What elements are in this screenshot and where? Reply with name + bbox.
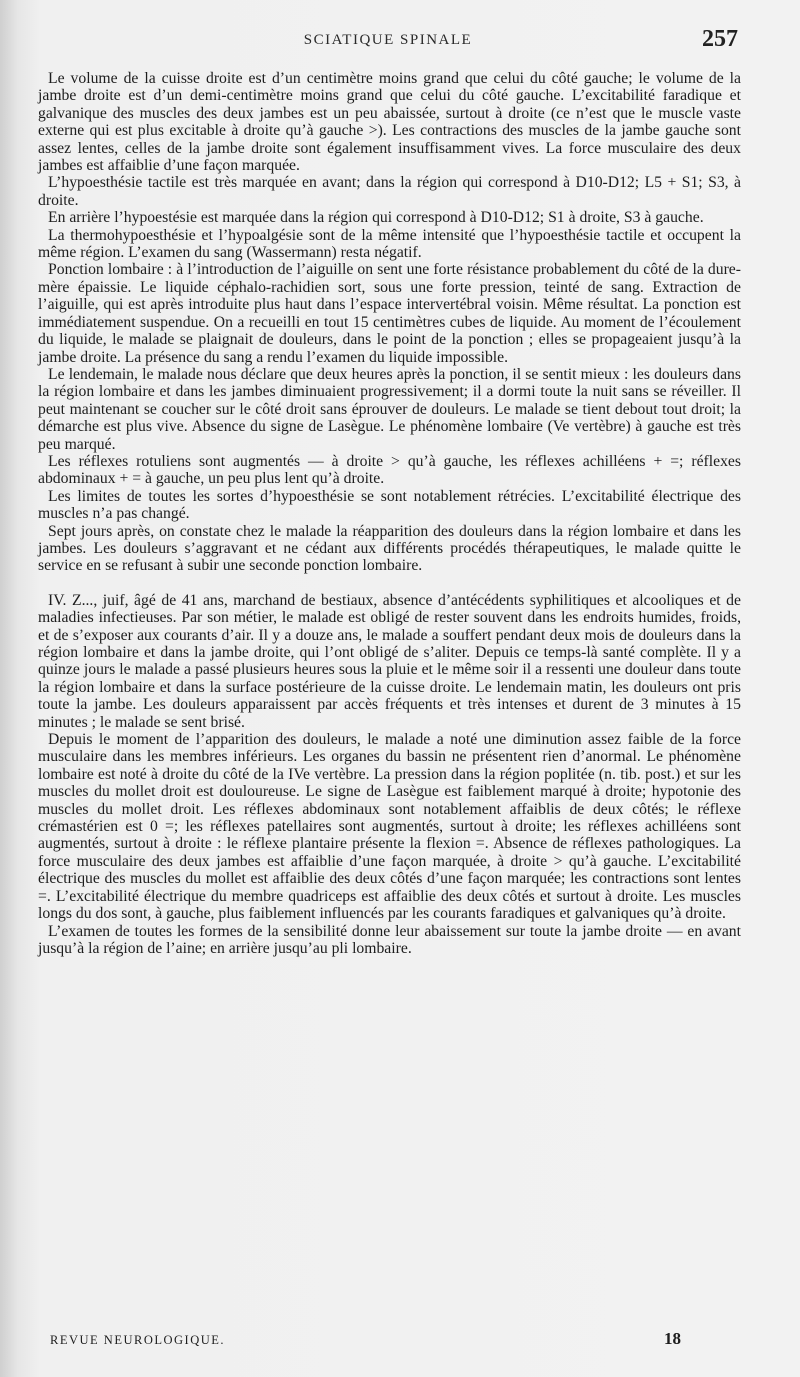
page-header: [38, 26, 738, 56]
paragraph-tactile-hypoesthesia: L’hypoesthésie tactile est très marquée en avant; dans la région qui correspond à D10-D12; L5 + S1; S3, à droite.: [38, 174, 741, 209]
article-body: [38, 70, 741, 957]
paragraph-hypoesthesia-limits: Les limites de toutes les sortes d’hypoesthésie se sont notablement rétrécies. L’excitabilité électrique des muscles n’a pas changé.: [38, 487, 741, 523]
paragraph-limb-volume: Le volume de la cuisse droite est d’un centimètre moins grand que celui du côté gauche; le volume de la jambe droite est d’un demi-centimètre moins grand que celui du côté gauche. L’excitabilité faradique et galvanique des muscles des deux jambes est un peu abaissée, surtout à droite (ce n’est que le muscle vaste externe qui est plus excitable à droite qu’à gauche >). Les contractions des muscles de la jambe gauche sont assez lentes, celles de la jambe droite sont également insuffisamment vives. La force musculaire des deux jambes est affaiblie d’une façon marquée.: [38, 70, 741, 175]
page-number: 257: [702, 26, 738, 52]
page-footer: [38, 1329, 741, 1351]
paragraph-case-iv: IV. Z..., juif, âgé de 41 ans, marchand de bestiaux, absence d’antécédents syphilitiques et alcooliques et de maladies infectieuses. Par son métier, le malade est obligé de rester souvent dans les endroits humides, froids, et de s’exposer aux courants d’air. Il y a douze ans, le malade a souffert pendant deux mois de douleurs dans la région lombaire et dans la jambe droite, qui l’ont obligé de s’aliter. Depuis ce temps-là santé complète. Il y a quinze jours le malade a passé plusieurs heures sous la pluie et le même soir il a ressenti une douleur dans toute la région lombaire et dans la surface postérieure de la cuisse droite. Le lendemain matin, les douleurs ont pris toute la jambe. Les douleurs apparaissent par accès fréquents et très intenses et durent de 3 minutes à 15 minutes ; le malade se sent brisé.: [38, 591, 741, 731]
paragraph-thermohypoesthesia: La thermohypoesthésie et l’hypoalgésie sont de la même intensité que l’hypoesthésie tactile et occupent la même région. L’examen du sang (Wassermann) resta négatif.: [38, 226, 741, 262]
paragraph-sensibility: L’examen de toutes les formes de la sensibilité donne leur abaissement sur toute la jambe droite — en avant jusqu’à la région de l’aine; en arrière jusqu’au pli lombaire.: [38, 922, 741, 957]
paragraph-next-day: Le lendemain, le malade nous déclare que deux heures après la ponction, il se sentit mieux : les douleurs dans la région lombaire et dans les jambes diminuaient progressivement; il a dormi toute la nuit sans se réveiller. Il peut maintenant se coucher sur le côté droit sans éprouver de douleurs. Le malade se tient debout tout droit; la démarche est plus vive. Absence du signe de Lasègue. Le phénomène lombaire (Ve vertèbre) à gauche est très peu marqué.: [38, 365, 741, 453]
paragraph-relapse: Sept jours après, on constate chez le malade la réapparition des douleurs dans la région lombaire et dans les jambes. Les douleurs s’aggravant et ne cédant aux différents procédés thérapeutiques, le malade quitte le service en se refusant à subir une seconde ponction lombaire.: [38, 522, 741, 575]
footer-journal: REVUE NEUROLOGIQUE.: [50, 1333, 226, 1347]
paragraph-case-iv-exam: Depuis le moment de l’apparition des douleurs, le malade a noté une diminution assez faible de la force musculaire dans les membres inférieurs. Les organes du bassin ne présentent rien d’anormal. Le phénomène lombaire est noté à droite du côté de la IVe vertèbre. La pression dans la région poplitée (n. tib. post.) et sur les muscles du mollet droit est douloureuse. Le signe de Lasègue est faiblement marqué à droite; hypotonie des muscles du mollet droit. Les réflexes abdominaux sont notablement affaiblis de deux côtés; le réflexe crémastérien est 0 =; les réflexes patellaires sont augmentés, surtout à droite; les réflexes achilléens sont augmentés, surtout à droite : le réflexe plantaire présente la flexion =. Absence de réflexes pathologiques. La force musculaire des deux jambes est affaiblie d’une façon marquée, à droite > qu’à gauche. L’excitabilité électrique des muscles du mollet est affaiblie des deux côtés d’une façon marquée; les contractions sont lentes =. L’excitabilité électrique du membre quadriceps est affaiblie des deux côtés et surtout à droite. Les muscles longs du dos sont, à gauche, plus faiblement influencés par les courants faradiques et galvaniques qu’à droite.: [38, 731, 741, 923]
paragraph-lumbar-puncture: Ponction lombaire : à l’introduction de l’aiguille on sent une forte résistance probablement du côté de la dure-mère épaissie. Le liquide céphalo-rachidien sort, sous une forte pression, teinté de sang. Extraction de l’aiguille, qui est après introduite plus haut dans l’espace intervertébral voisin. Même résultat. La ponction est immédiatement suspendue. On a recueilli en tout 15 centimètres cubes de liquide. Au moment de l’écoulement du liquide, le malade se plaignait de douleurs, dans le point de la ponction ; elles se propageaient jusqu’à la jambe droite. La présence du sang a rendu l’examen du liquide impossible.: [38, 261, 741, 366]
signature-mark: 18: [664, 1329, 681, 1348]
running-title: SCIATIQUE SPINALE: [303, 32, 473, 48]
paragraph-reflexes: Les réflexes rotuliens sont augmentés — à droite > qu’à gauche, les réflexes achilléens + =; réflexes abdominaux + = à gauche, un peu plus lent qu’à droite.: [38, 452, 741, 488]
paragraph-posterior-hypoesthesia: En arrière l’hypoestésie est marquée dans la région qui correspond à D10-D12; S1 à droite, S3 à gauche.: [48, 209, 704, 227]
